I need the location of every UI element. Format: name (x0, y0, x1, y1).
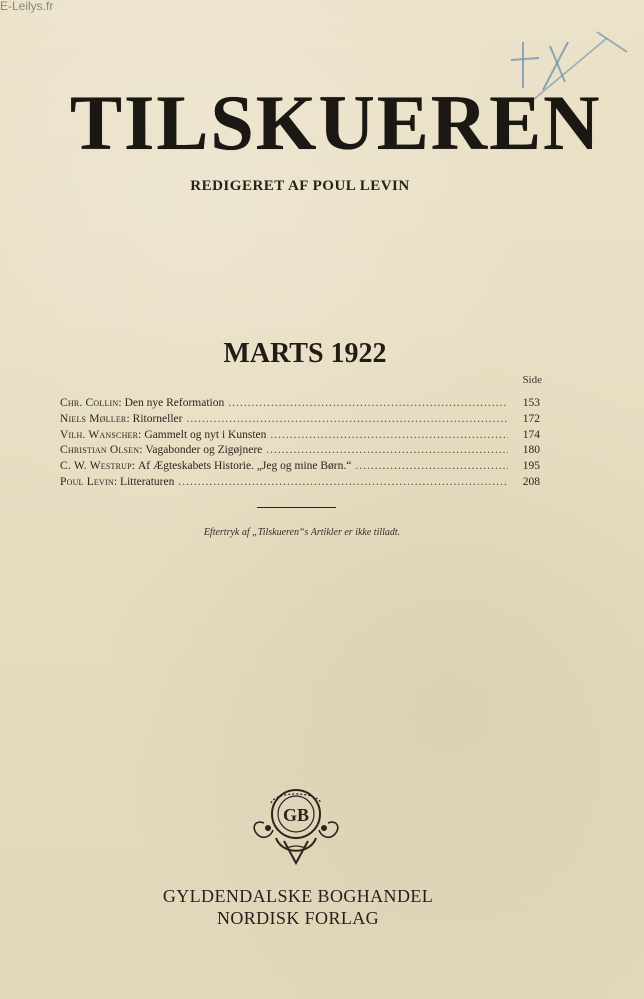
toc-leader (266, 443, 508, 459)
magazine-title: TILSKUEREN (70, 79, 602, 166)
toc-page-number: 180 (522, 444, 540, 457)
toc-leader (355, 459, 508, 475)
publisher-line-2: NORDISK FORLAG (216, 908, 380, 928)
toc-row: Christian Olsen : Vagabonder og Zigøjnere ..... 180 (60, 443, 540, 459)
separator-rule (257, 507, 336, 508)
toc-row: C. W. Westrup : Af Ægteskabets Historie. „Jeg og mine Børn.“ ..... 195 (60, 459, 540, 475)
editor-line: REDIGERET AF POUL LEVIN (190, 178, 410, 194)
toc-leader (178, 475, 508, 491)
publisher-imprint (160, 885, 436, 929)
toc-page-number: 195 (522, 460, 540, 473)
toc-leader (270, 428, 508, 444)
toc-author: Christian Olsen (60, 444, 140, 457)
toc-title: Den nye Reformation (124, 397, 225, 409)
toc-page-number: 153 (522, 397, 540, 409)
toc-page-number: 174 (522, 428, 540, 441)
toc-leader (228, 396, 508, 412)
gyldendal-emblem-icon (246, 781, 346, 871)
toc-author: C. W. Westrup (60, 460, 132, 473)
toc-author: Vilh. Wanscher (60, 428, 139, 441)
toc-author: Chr. Collin (60, 397, 119, 409)
corner-watermark: E-Leilys.fr (0, 0, 54, 13)
toc-row: Niels Møller : Ritorneller ..... 172 (60, 412, 540, 428)
toc-title: Gammelt og nyt i Kunsten (144, 428, 267, 441)
toc-author: Niels Møller (60, 412, 127, 425)
publisher-line-1: GYLDENDALSKE BOGHANDEL (162, 886, 434, 906)
emblem-monogram: GB (282, 805, 310, 825)
reprint-notice: Eftertryk af „Tilskueren“s Artikler er ikke tilladt. (203, 527, 401, 538)
toc-title: Vagabonder og Zigøjnere (145, 444, 263, 457)
toc-page-number: 208 (522, 475, 540, 488)
toc-title: Litteraturen (120, 475, 175, 488)
toc-row: Vilh. Wanscher : Gammelt og nyt i Kunsten ..... 174 (60, 428, 540, 444)
toc-page-number: 172 (522, 412, 540, 425)
toc-title: Af Ægteskabets Historie. „Jeg og mine Børn.“ (138, 460, 352, 473)
toc-title: Ritorneller (132, 412, 183, 425)
page-column-label: Side (522, 374, 542, 386)
toc-leader (187, 412, 509, 428)
toc-row: Chr. Collin : Den nye Reformation ..... 153 (60, 396, 540, 412)
table-of-contents (60, 396, 540, 491)
toc-author: Poul Levin (60, 475, 114, 488)
issue-date: MARTS 1922 (223, 338, 387, 369)
toc-row: Poul Levin : Litteraturen ..... 208 (60, 475, 540, 491)
